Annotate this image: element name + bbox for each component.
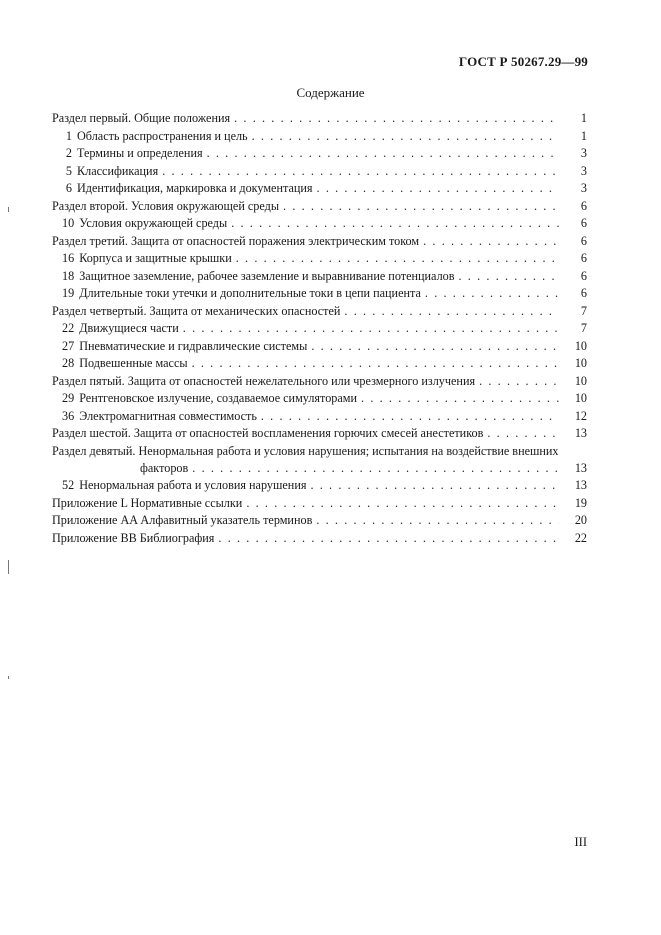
toc-entry-label (52, 198, 279, 216)
toc-entry-label (52, 110, 230, 128)
toc-entry (52, 512, 587, 530)
scan-mark (8, 560, 9, 574)
toc-entry-text: Раздел пятый. Защита от опасностей нежелательного или чрезмерного излучения (52, 373, 476, 388)
toc-leader-dots (425, 285, 559, 303)
scan-mark (8, 207, 9, 212)
toc-page-number: 6 (580, 198, 587, 213)
toc-leader-dots (252, 128, 559, 146)
toc-leader-dots (310, 477, 559, 495)
toc-entry-text: Область распространения и цель (77, 128, 248, 143)
toc-entry (52, 215, 587, 233)
toc-entry (52, 373, 587, 391)
toc-entry (52, 390, 587, 408)
toc-entry (52, 285, 587, 303)
toc-page-number: 6 (580, 286, 587, 300)
toc-leader-dots (218, 530, 559, 548)
toc-page-number: 20 (574, 513, 587, 527)
toc-entry-label (52, 390, 357, 408)
toc-entry (52, 110, 587, 128)
toc-leader-dots (361, 390, 559, 408)
toc-entry (52, 303, 587, 321)
toc-entry-label (52, 250, 232, 268)
toc-entry-label (52, 163, 158, 181)
toc-entry-label (52, 180, 313, 198)
toc-page-number: 13 (574, 460, 587, 475)
toc-entry-section-nine (52, 443, 587, 478)
toc-entry-label (52, 338, 307, 356)
toc-entry-label (52, 233, 419, 251)
toc-entry-number: 5 (65, 163, 72, 178)
toc-entry-label (52, 495, 242, 513)
toc-entry-label-continued: факторов (140, 460, 189, 475)
toc-entry-text: Защитное заземление, рабочее заземление и выравнивание потенциалов (79, 268, 455, 283)
toc-entry-label (52, 477, 306, 495)
toc-entry-label (52, 285, 421, 303)
toc-entry-text: Раздел второй. Условия окружающей среды (52, 198, 280, 213)
toc-page-number: 6 (580, 268, 587, 283)
toc-entry-text: Раздел шестой. Защита от опасностей воспламенения горючих смесей анестетиков (52, 426, 484, 440)
toc-leader-dots (231, 215, 559, 233)
toc-page-number: 1 (580, 111, 587, 125)
toc-leader-dots (316, 512, 559, 530)
toc-entry-label (52, 373, 475, 391)
toc-entry-number: 16 (62, 251, 75, 265)
toc-leader-dots (261, 408, 559, 426)
table-of-contents (52, 110, 587, 547)
toc-entry-number: 29 (62, 391, 75, 405)
toc-main-list (52, 110, 587, 443)
toc-entry-text: Пневматические и гидравлические системы (79, 338, 308, 353)
toc-leader-dots (192, 460, 559, 478)
toc-entry-text: Подвешенные массы (79, 356, 188, 370)
toc-leader-dots (459, 268, 559, 286)
toc-entry-label (52, 268, 455, 286)
toc-leader-dots (423, 233, 559, 251)
toc-page-number: 12 (574, 408, 587, 423)
toc-entry-number: 52 (62, 478, 75, 492)
toc-entry-text: Длительные токи утечки и дополнительные токи в цепи пациента (79, 286, 421, 300)
toc-entry-text: Рентгеновское излучение, создаваемое симуляторами (79, 391, 358, 405)
toc-entry-text: Раздел первый. Общие положения (52, 111, 231, 125)
page-title: Содержание (296, 85, 365, 100)
toc-entry-text: Корпуса и защитные крышки (79, 251, 232, 265)
toc-page-number: 6 (580, 251, 587, 265)
toc-entry (52, 145, 587, 163)
toc-entry-label (52, 530, 214, 548)
toc-leader-dots (192, 355, 559, 373)
toc-entry-label (52, 408, 257, 426)
toc-entry (52, 250, 587, 268)
toc-entry-text: Электромагнитная совместимость (79, 408, 257, 423)
toc-page-number: 6 (580, 216, 587, 230)
toc-entry (52, 338, 587, 356)
toc-page-number: 19 (574, 495, 587, 510)
toc-entry (52, 425, 587, 443)
toc-entry-number: 1 (65, 128, 72, 143)
toc-entry (52, 355, 587, 373)
toc-page-number: 7 (580, 303, 587, 318)
toc-entry-label (52, 145, 203, 163)
toc-entry-label (52, 320, 179, 338)
toc-leader-dots (183, 320, 559, 338)
toc-page-number: 6 (580, 233, 587, 248)
toc-page-number: 13 (574, 426, 587, 440)
toc-entry-text: Идентификация, маркировка и документация (77, 181, 313, 195)
toc-entry (52, 320, 587, 338)
toc-page-number: 10 (574, 373, 587, 388)
toc-entry-number: 2 (65, 146, 72, 160)
toc-leader-dots (283, 198, 559, 216)
toc-entry-label (52, 128, 248, 146)
toc-leader-dots (246, 495, 559, 513)
toc-leader-dots (487, 425, 559, 443)
toc-entry-text: Условия окружающей среды (79, 216, 228, 230)
toc-entry-text: Термины и определения (77, 146, 203, 160)
toc-entry-label (52, 425, 483, 443)
toc-entry (52, 495, 587, 513)
toc-entry (52, 233, 587, 251)
toc-entry-label: Раздел девятый. Ненормальная работа и условия нарушения; испытания на воздействие внешних (52, 443, 559, 458)
toc-entry-text: Приложение AA Алфавитный указатель терминов (52, 513, 313, 527)
toc-leader-dots (207, 145, 559, 163)
toc-entry-number: 19 (62, 286, 75, 300)
toc-entry-text: Раздел третий. Защита от опасностей поражения электрическим током (52, 233, 420, 248)
toc-page-number: 10 (574, 391, 587, 405)
toc-entry-label (52, 303, 340, 321)
toc-entry-text: Классификация (77, 163, 159, 178)
scan-mark (8, 676, 9, 679)
toc-leader-dots (162, 163, 559, 181)
toc-entry (52, 268, 587, 286)
toc-tail-list (52, 477, 587, 547)
toc-entry (52, 163, 587, 181)
toc-leader-dots (479, 373, 559, 391)
toc-entry-number: 22 (62, 321, 75, 335)
toc-entry-text: Приложение L Нормативные ссылки (52, 495, 243, 510)
toc-page-number: 3 (580, 146, 587, 160)
toc-leader-dots (344, 303, 559, 321)
toc-entry (52, 408, 587, 426)
toc-entry-text: Раздел четвертый. Защита от механических опасностей (52, 303, 341, 318)
toc-page-number: 7 (580, 321, 587, 335)
document-id: ГОСТ Р 50267.29—99 (458, 54, 588, 69)
toc-entry-label (52, 215, 227, 233)
toc-entry (52, 198, 587, 216)
toc-page-number: 3 (580, 181, 587, 195)
toc-entry-text: Движущиеся части (79, 321, 179, 335)
toc-page-number: 10 (574, 356, 587, 370)
page-number: III (574, 835, 587, 849)
toc-entry-label (52, 355, 188, 373)
toc-entry-number: 6 (65, 181, 72, 195)
toc-page-number: 1 (580, 128, 587, 143)
toc-entry-label (52, 512, 312, 530)
toc-page-number: 10 (574, 338, 587, 353)
toc-entry-number: 28 (62, 356, 75, 370)
toc-entry-number: 10 (62, 216, 75, 230)
toc-leader-dots (311, 338, 559, 356)
toc-entry (52, 530, 587, 548)
toc-entry-number: 27 (62, 338, 75, 353)
toc-entry (52, 477, 587, 495)
toc-entry-number: 36 (62, 408, 75, 423)
toc-page-number: 13 (574, 478, 587, 492)
toc-entry (52, 180, 587, 198)
toc-leader-dots (317, 180, 559, 198)
toc-leader-dots (234, 110, 559, 128)
toc-entry-number: 18 (62, 268, 75, 283)
toc-entry-text: Приложение BB Библиография (52, 530, 215, 545)
toc-entry (52, 128, 587, 146)
toc-entry-text: Ненормальная работа и условия нарушения (79, 478, 307, 492)
toc-page-number: 3 (580, 163, 587, 178)
toc-page-number: 22 (574, 530, 587, 545)
toc-leader-dots (236, 250, 559, 268)
